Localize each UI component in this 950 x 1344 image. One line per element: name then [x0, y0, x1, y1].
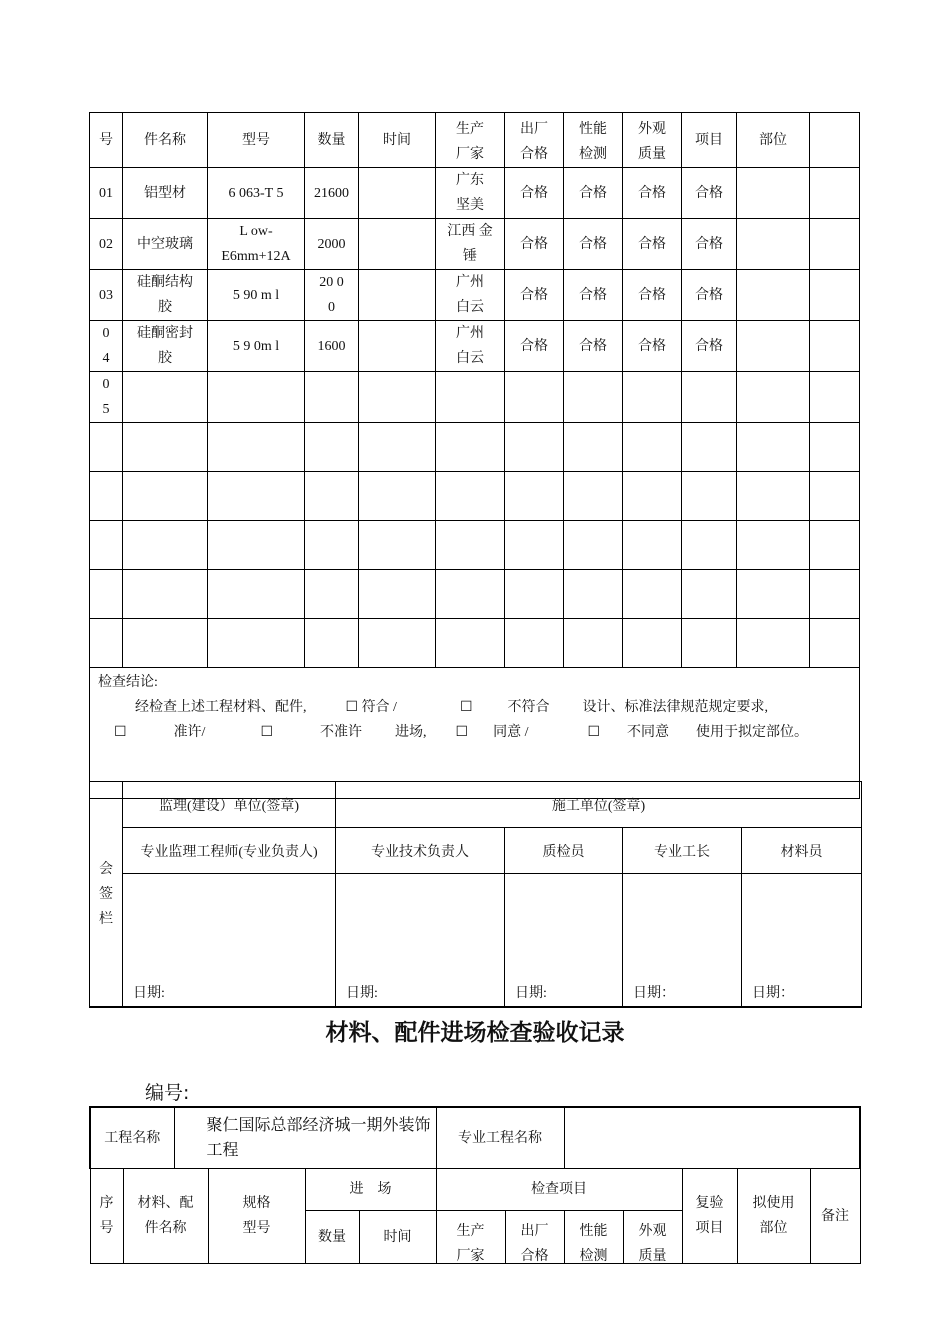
cell-model[interactable]: 6 063-T 5 — [208, 168, 305, 219]
cell-item[interactable]: 合格 — [682, 168, 737, 219]
header-name: 件名称 — [123, 113, 208, 168]
table-row — [90, 321, 860, 372]
date-label: 日期： — [633, 986, 675, 1001]
allow-checkbox[interactable]: ☐ — [114, 725, 127, 740]
cell-look[interactable] — [623, 619, 682, 668]
cell-model[interactable] — [208, 423, 305, 472]
table-row — [90, 570, 860, 619]
cell-no[interactable] — [90, 521, 123, 570]
cell-model[interactable] — [208, 472, 305, 521]
cell-cert[interactable] — [505, 372, 564, 423]
cell-item[interactable] — [682, 472, 737, 521]
not-conform-label: 不符合 — [507, 700, 550, 715]
table-row — [90, 372, 860, 423]
cell-no[interactable] — [90, 423, 123, 472]
table-row — [90, 270, 860, 321]
cell-time[interactable] — [359, 219, 436, 270]
sub-cert-cell — [505, 1211, 564, 1264]
cell-part[interactable] — [737, 472, 810, 521]
cell-name[interactable]: 中空玻璃 — [123, 219, 208, 270]
cell-item[interactable] — [682, 521, 737, 570]
cell-perf[interactable] — [564, 372, 623, 423]
cell-no[interactable] — [90, 619, 123, 668]
cell-item[interactable] — [682, 423, 737, 472]
cell-model[interactable]: 5 9 0m l — [208, 321, 305, 372]
cell-qty[interactable] — [305, 472, 359, 521]
role-quality-inspector: 质检员 — [505, 828, 623, 874]
disagree-checkbox[interactable]: ☐ — [587, 725, 601, 740]
cell-part[interactable] — [737, 423, 810, 472]
cell-part[interactable] — [737, 372, 810, 423]
cell-no[interactable]: 01 — [90, 168, 123, 219]
table-header-row — [90, 113, 860, 168]
conform-checkbox[interactable]: ☐ — [345, 700, 359, 715]
header-time: 时间 — [359, 113, 436, 168]
cell-remark[interactable] — [810, 270, 860, 321]
cell-part[interactable] — [737, 219, 810, 270]
document-number-label: 编号: — [145, 1082, 190, 1104]
cell-maker[interactable] — [436, 619, 505, 668]
conclusion-requirement-text: 设计、标准法律规范规定要求, — [582, 700, 769, 715]
disagree-label: 不同意 — [627, 725, 670, 740]
cell-name[interactable] — [123, 570, 208, 619]
cell-look[interactable] — [623, 521, 682, 570]
specialty-name-value[interactable] — [564, 1107, 860, 1169]
cell-remark[interactable] — [810, 472, 860, 521]
table-row — [90, 219, 860, 270]
cell-maker[interactable] — [436, 472, 505, 521]
cell-cert[interactable]: 合格 — [505, 270, 564, 321]
conclusion-row — [90, 668, 860, 799]
signature-box-quality-inspector[interactable] — [505, 874, 623, 1008]
col-check-items: 检查项目 — [436, 1169, 682, 1211]
sub-look-cell — [623, 1211, 682, 1264]
header-look: 外观 质量 — [623, 113, 682, 168]
signature-box-material-clerk[interactable] — [742, 874, 862, 1008]
cell-item[interactable]: 合格 — [682, 321, 737, 372]
project-row — [90, 1107, 860, 1169]
cell-time[interactable] — [359, 372, 436, 423]
cell-time[interactable] — [359, 423, 436, 472]
cell-maker[interactable] — [436, 423, 505, 472]
cell-time[interactable] — [359, 570, 436, 619]
cell-look[interactable] — [623, 372, 682, 423]
project-name-value[interactable]: 聚仁国际总部经济城一期外装饰工程 — [174, 1107, 436, 1169]
cell-no[interactable] — [90, 570, 123, 619]
cell-no[interactable]: 03 — [90, 270, 123, 321]
table-row — [90, 168, 860, 219]
col-recheck: 复验 项目 — [682, 1169, 737, 1264]
col-entry: 进 场 — [305, 1169, 436, 1211]
cell-remark[interactable] — [810, 619, 860, 668]
cell-qty[interactable]: 21600 — [305, 168, 359, 219]
cell-time[interactable] — [359, 321, 436, 372]
cell-cert[interactable] — [505, 619, 564, 668]
header-item: 项目 — [682, 113, 737, 168]
cell-item[interactable] — [682, 372, 737, 423]
sub-maker-cell — [436, 1211, 505, 1264]
cell-name[interactable]: 铝型材 — [123, 168, 208, 219]
cell-time[interactable] — [359, 619, 436, 668]
role-supervising-engineer: 专业监理工程师(专业负责人) — [123, 828, 336, 874]
cell-item[interactable]: 合格 — [682, 219, 737, 270]
cell-model[interactable]: 5 90 m l — [208, 270, 305, 321]
conclusion-label: 检查结论: — [98, 675, 158, 690]
not-conform-checkbox[interactable]: ☐ — [459, 700, 473, 715]
cell-maker[interactable] — [436, 570, 505, 619]
cell-look[interactable]: 合格 — [623, 168, 682, 219]
cell-look[interactable] — [623, 570, 682, 619]
signature-section — [89, 781, 862, 1008]
sub-look: 外观 质量 — [638, 1224, 667, 1263]
cell-maker[interactable]: 广州 白云 — [436, 270, 505, 321]
cell-time[interactable] — [359, 521, 436, 570]
header-no: 号 — [90, 113, 123, 168]
cell-remark[interactable] — [810, 321, 860, 372]
cell-maker[interactable]: 江西 金 锤 — [436, 219, 505, 270]
cell-cert[interactable] — [505, 521, 564, 570]
materials-table — [89, 1106, 861, 1264]
col-material-name: 材料、配 件名称 — [123, 1169, 208, 1264]
conclusion-text: 经检查上述工程材料、配件, — [135, 700, 307, 715]
cell-perf[interactable]: 合格 — [564, 321, 623, 372]
cell-qty[interactable] — [305, 372, 359, 423]
cell-remark[interactable] — [810, 219, 860, 270]
col-spec-model: 规格 型号 — [208, 1169, 305, 1264]
not-allow-label: 不准许 — [320, 725, 363, 740]
cell-no[interactable] — [90, 472, 123, 521]
cell-part[interactable] — [737, 570, 810, 619]
header-qty: 数量 — [305, 113, 359, 168]
cell-model[interactable] — [208, 570, 305, 619]
not-allow-checkbox[interactable]: ☐ — [260, 725, 274, 740]
cell-qty[interactable]: 20 0 0 — [305, 270, 359, 321]
cell-item[interactable]: 合格 — [682, 270, 737, 321]
cell-qty[interactable]: 1600 — [305, 321, 359, 372]
cell-time[interactable] — [359, 168, 436, 219]
cell-maker[interactable] — [436, 372, 505, 423]
sub-perf: 性能 检测 — [579, 1224, 608, 1263]
cell-no[interactable]: 02 — [90, 219, 123, 270]
cell-name[interactable] — [123, 423, 208, 472]
cell-part[interactable] — [737, 270, 810, 321]
cell-part[interactable] — [737, 619, 810, 668]
cell-remark[interactable] — [810, 570, 860, 619]
cell-look[interactable]: 合格 — [623, 219, 682, 270]
cell-qty[interactable] — [305, 570, 359, 619]
cell-perf[interactable] — [564, 521, 623, 570]
enter-label: 进场, — [395, 725, 427, 740]
specialty-name-label: 专业工程名称 — [436, 1107, 564, 1169]
col-no: 序 号 — [90, 1169, 123, 1264]
cell-name[interactable] — [123, 521, 208, 570]
cell-qty[interactable] — [305, 619, 359, 668]
cell-look[interactable] — [623, 423, 682, 472]
cell-remark[interactable] — [810, 372, 860, 423]
header-remark — [810, 113, 860, 168]
cell-time[interactable] — [359, 472, 436, 521]
sub-cert: 出厂 合格 — [520, 1224, 549, 1263]
cell-name[interactable]: 硅酮结构 胶 — [123, 270, 208, 321]
cell-qty[interactable] — [305, 423, 359, 472]
date-label: 日期: — [346, 986, 378, 1001]
sub-maker: 生产 厂家 — [456, 1224, 485, 1263]
cell-remark[interactable] — [810, 521, 860, 570]
document-title: 材料、配件进场检查验收记录 — [325, 1020, 625, 1046]
cell-look[interactable] — [623, 472, 682, 521]
sub-qty: 数量 — [305, 1211, 359, 1264]
role-foreman: 专业工长 — [623, 828, 742, 874]
conform-label: 符合 / — [361, 700, 397, 715]
cell-look[interactable]: 合格 — [623, 270, 682, 321]
cell-model[interactable]: L ow- E6mm+12A — [208, 219, 305, 270]
allow-label: 准许/ — [173, 725, 206, 740]
cell-qty[interactable] — [305, 521, 359, 570]
cell-perf[interactable]: 合格 — [564, 219, 623, 270]
conclusion-line-1 — [98, 695, 859, 720]
countersign-label: 会 签 栏 — [90, 782, 123, 1008]
sub-time: 时间 — [359, 1211, 436, 1264]
cell-perf[interactable] — [564, 423, 623, 472]
sub-perf-cell — [564, 1211, 623, 1264]
cell-part[interactable] — [737, 321, 810, 372]
cell-name[interactable] — [123, 472, 208, 521]
cell-perf[interactable]: 合格 — [564, 168, 623, 219]
agree-checkbox[interactable]: ☐ — [455, 725, 469, 740]
date-label: 日期： — [752, 986, 794, 1001]
cell-model[interactable] — [208, 521, 305, 570]
construction-unit-label: 施工单位(签章) — [336, 782, 862, 828]
cell-cert[interactable] — [505, 472, 564, 521]
cell-remark[interactable] — [810, 168, 860, 219]
table-row — [90, 423, 860, 472]
cell-item[interactable] — [682, 619, 737, 668]
cell-perf[interactable] — [564, 570, 623, 619]
table-row — [90, 521, 860, 570]
col-remark: 备注 — [810, 1169, 860, 1264]
signature-box-supervisor[interactable] — [123, 874, 336, 1008]
cell-qty[interactable]: 2000 — [305, 219, 359, 270]
agree-label: 同意 / — [493, 725, 529, 740]
date-label: 日期: — [515, 986, 547, 1001]
column-header-row — [90, 1169, 860, 1211]
cell-name[interactable] — [123, 619, 208, 668]
cell-maker[interactable]: 广东 坚美 — [436, 168, 505, 219]
cell-item[interactable] — [682, 570, 737, 619]
role-technical-lead: 专业技术负责人 — [336, 828, 505, 874]
signature-box-foreman[interactable] — [623, 874, 742, 1008]
table-row — [90, 619, 860, 668]
project-name-label: 工程名称 — [90, 1107, 174, 1169]
cell-cert[interactable] — [505, 423, 564, 472]
header-maker: 生产 厂家 — [436, 113, 505, 168]
cell-no[interactable]: 0 5 — [90, 372, 123, 423]
supervision-unit-label: 监理(建设）单位(签章) — [123, 782, 336, 828]
cell-part[interactable] — [737, 521, 810, 570]
cell-cert[interactable] — [505, 570, 564, 619]
cell-no[interactable]: 0 4 — [90, 321, 123, 372]
cell-maker[interactable]: 广州 白云 — [436, 321, 505, 372]
signature-box-technical-lead[interactable] — [336, 874, 505, 1008]
cell-name[interactable]: 硅酮密封 胶 — [123, 321, 208, 372]
cell-look[interactable]: 合格 — [623, 321, 682, 372]
conclusion-line-2 — [98, 720, 859, 745]
cell-part[interactable] — [737, 168, 810, 219]
header-perf: 性能 检测 — [564, 113, 623, 168]
cell-perf[interactable]: 合格 — [564, 270, 623, 321]
cell-name[interactable] — [123, 372, 208, 423]
cell-maker[interactable] — [436, 521, 505, 570]
date-label: 日期: — [133, 986, 165, 1001]
col-use-location: 拟使用 部位 — [737, 1169, 810, 1264]
cell-model[interactable] — [208, 372, 305, 423]
cell-remark[interactable] — [810, 423, 860, 472]
cell-model[interactable] — [208, 619, 305, 668]
materials-table-continued — [89, 112, 860, 799]
cell-cert[interactable]: 合格 — [505, 219, 564, 270]
use-text: 使用于拟定部位。 — [696, 725, 809, 740]
cell-time[interactable] — [359, 270, 436, 321]
header-part: 部位 — [737, 113, 810, 168]
header-model: 型号 — [208, 113, 305, 168]
header-cert: 出厂 合格 — [505, 113, 564, 168]
table-row — [90, 472, 860, 521]
cell-perf[interactable] — [564, 619, 623, 668]
role-material-clerk: 材料员 — [742, 828, 862, 874]
cell-cert[interactable]: 合格 — [505, 321, 564, 372]
inspection-conclusion — [90, 668, 860, 799]
cell-perf[interactable] — [564, 472, 623, 521]
cell-cert[interactable]: 合格 — [505, 168, 564, 219]
